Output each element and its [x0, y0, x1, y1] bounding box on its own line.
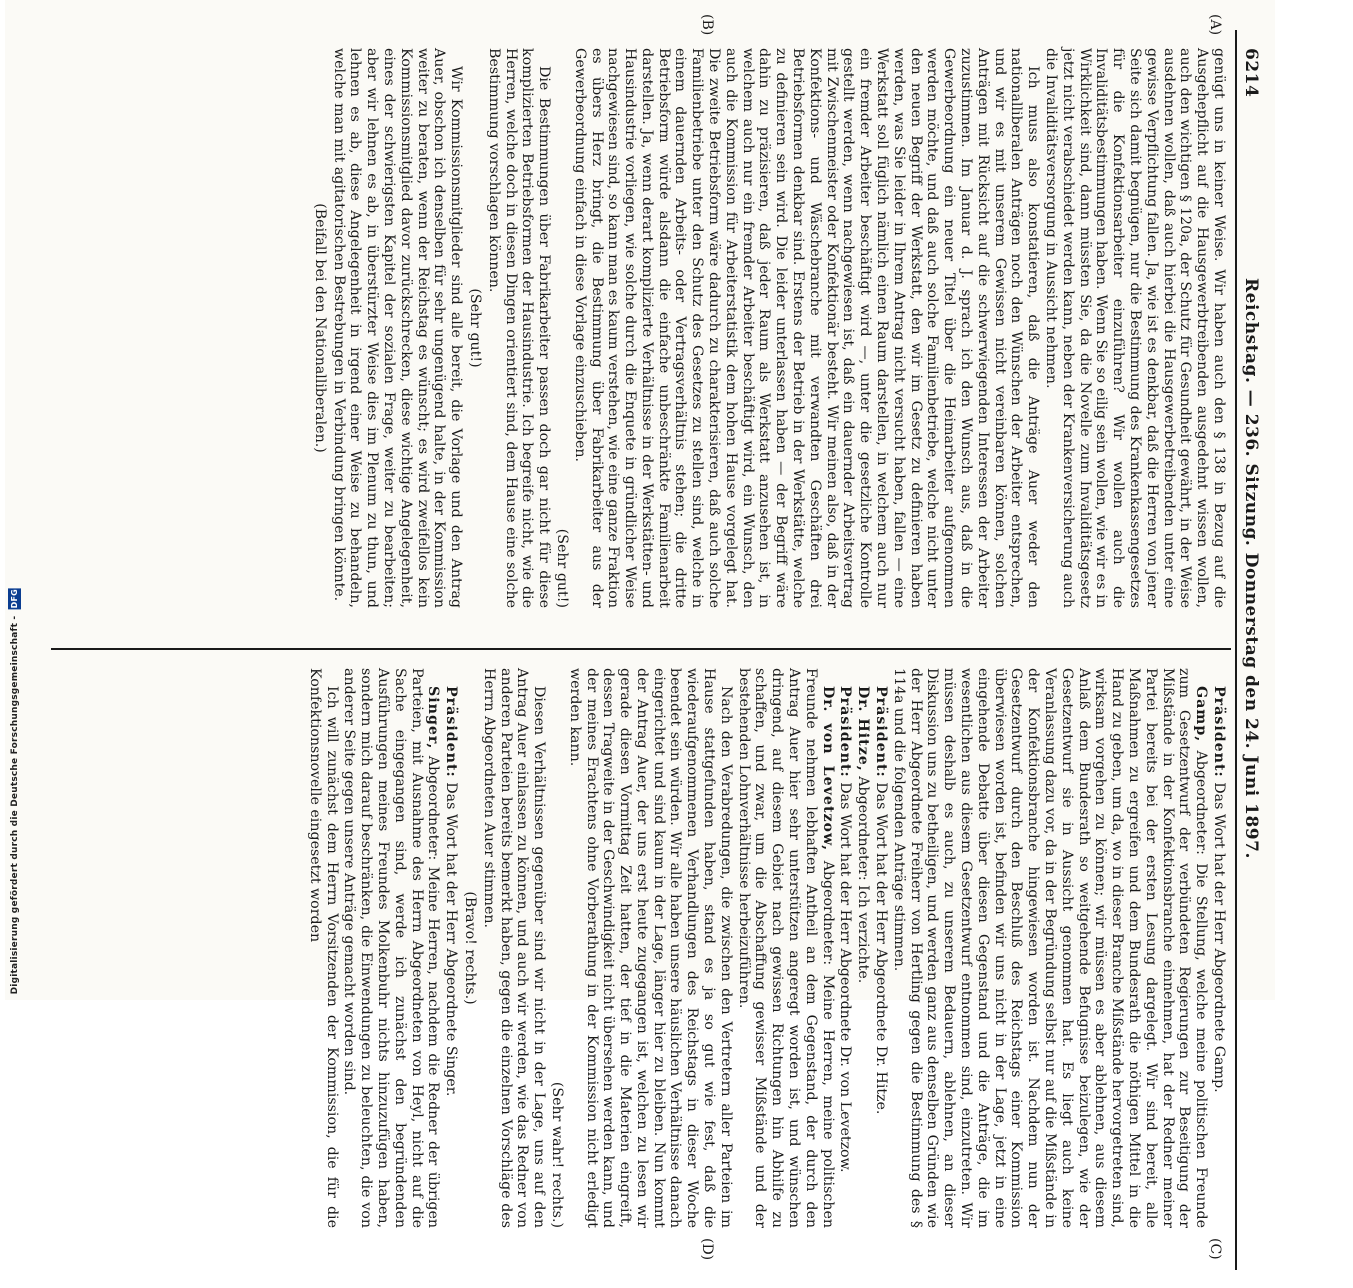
digitization-credit [8, 588, 21, 994]
right-paragraph [480, 668, 547, 1228]
right-paragraph [837, 668, 854, 1228]
speech-text: Nach den Verabredungen, die zwischen den Vertretern aller Parteien im Hause stattgefunden haben, stand es ja so gut wie fest, daß die wiederaufgenommenen Verhandlungen des Reichstags in dieser Woche beendet sein würden. Wir alle haben unsere häuslichen Verhältnisse danach eingerichtet und sind kaum in der Lage, länger hier zu bleiben. Nun kommt der Antrag Auer, der uns erst heute zugegangen ist, welchen zu lesen wir gerade diesen Vormittag Zeit hatten, der tief in die Materien eingreift, dessen Tragweite in der Geschwindigkeit nicht übersehen werden kann, und der meines Erachtens ohne Vorberathung in der Kommission nicht erledigt werden kann. [566, 668, 734, 1228]
speech-text: Abgeordneter: Die Stellung, welche meine politischen Freunde zum Gesetzentwurf der verbündeten Regierungen zur Beseitigung der Mißstände in der Konfektionsbranche einnehmen, hat der Redner meiner Partei bereits bei der ersten Lesung dargelegt. Wir sind bereit, alle Maßnahmen zu ergreifen und dem Bundesrath die nöthigen Mittel in die Hand zu geben, um da, wo in dieser Branche Mißstände hervorgetreten sind, wirksam vorgehen zu können; wir müssen es aber ablehnen, aus diesem Anlaß dem Bundesrath so weitgehende Befugnisse beizulegen, wie der Gesetzentwurf sie in Aussicht genommen hat. Es liegt auch keine Veranlassung dazu vor, da in der Begründung selbst nur auf die Mißstände in der Konfektionsbranche hingewiesen worden ist. Nachdem nun der Gesetzentwurf durch den Beschluß des Reichstags einer Kommission überwiesen worden ist, befinden wir uns nicht in der Lage, jetzt in eine eingehende Debatte über diesen Gegenstand und die Anträge, die im wesentlichen aus diesem Gesetzentwurf entnommen sind, einzutreten. Wir müssen deshalb es auch, zu unserem Bedauern, ablehnen, an dieser Diskussion uns zu betheiligen, und werden ganz aus denselben Gründen wie der Herr Abgeordnete Freiherr von Hertling gegen die Bestimmung des § 114a und die folgenden Anträge stimmen. [890, 668, 1210, 1228]
right-paragraph [890, 668, 1209, 1228]
header-rule [1235, 30, 1237, 1270]
speech-text: Das Wort hat der Herr Abgeordnete Dr. Hitze. [873, 777, 890, 1115]
running-title: Reichstag. — 236. Sitzung. Donnerstag den 24. Juni 1897. [1241, 278, 1261, 859]
column-separator [51, 648, 1231, 650]
speaker-name: Präsident: [443, 686, 460, 778]
dfg-logo: DFG [10, 588, 19, 608]
marker-c: (C) [1207, 1238, 1223, 1260]
left-paragraph: genügt uns in keiner Weise. Wir haben auch den § 138 in Bezug auf die Ausgehepflicht auf die Hausgewerbtreibenden ausgedehnt wissen wollen, auch den wichtigen § 120a, der Schutz für Gesundheit gewährt, in der Weise ausdehnen wollen, daß auch hierbei die Hausgewerbetreibenden unter eine gewisse Verpflichtung fallen. Ja, wie ist es denkbar, daß die Herren von jener Seite sich damit begnügen, nur die Bestimmung des Krankenkassengesetzes für die Konfektionsarbeiter einzuführen? Wir wollen auch die Invaliditätsbestimmungen haben. Wenn Sie so eilig sein wollen, wie wir es in Wirklichkeit sind, dann müssten Sie, da die Novelle zum Invaliditätsgesetz jetzt nicht verabschiedet werden kann, neben der Krankenversicherung auch die Invaliditätsversorgung in Aussicht nehmen. [1043, 48, 1227, 608]
speaker-name: Präsident: [873, 686, 890, 778]
right-paragraph [872, 668, 889, 1228]
speech-text: Abgeordneter: Meine Herren, meine politischen Freunde nehmen lebhaften Antheil an dem Gegenstand, der durch den Antrag Auer hier sehr unterstützen angeregt worden ist, und wünschen dringend, auf diesem Gebiet nach gewissen Richtungen hin Abhilfe zu schaffen, und zwar, um die Abschaffung gewisser Mißstände und der bestehenden Lohnverhältnisse herbeizuführen. [735, 668, 836, 1228]
right-paragraph [442, 668, 459, 1228]
page-header [1235, 48, 1265, 1288]
speaker-name: Dr. Hitze, [855, 686, 872, 772]
document-page [5, 0, 1275, 1261]
speech-text: (Sehr wahr! rechts.) [548, 1081, 565, 1228]
speaker-name: Präsident: [1211, 686, 1227, 778]
page-number: 6214 [1241, 48, 1261, 98]
speech-text: Abgeordneter: Ich verzichte. [855, 771, 872, 984]
right-paragraph [854, 668, 871, 1228]
speaker-name: Singer, [425, 686, 442, 750]
speech-text: Das Wort hat der Herr Abgeordnete Gamp. [1211, 777, 1227, 1093]
speech-text: (Bravo! rechts.) [461, 891, 478, 1005]
speaker-name: Präsident: [837, 686, 854, 778]
left-paragraph: (Sehr gut!) [553, 528, 570, 608]
left-column [309, 48, 1227, 608]
left-paragraph: (Beifall bei den Nationalliberalen.) [311, 203, 328, 453]
speech-text: Das Wort hat der Herr Abgeordnete Dr. von Levetzow. [837, 777, 854, 1173]
right-paragraph [306, 668, 340, 1228]
left-paragraph: Wir Kommissionsmitglieder sind alle bereit, die Vorlage und den Antrag Auer, obschon ich denselben für sehr ungenügend halte, in der Kommission weiter zu beraten, wenn der Reichstag es wünscht; es wird zweifellos kein Kommissionsmitglied davor zurückschrecken, diese wichtige Angelegenheit, eines der schwierigsten Kapitel der sozialen Frage, weiter zu bearbeiten; aber wir lehnen es ab, in überstürzter Weise dies im Plenum zu thun, und lehnen es ab, diese Angelegenheit in irgend einer Weise zu behandeln, welche man mit agitatorischen Bestrebungen in Verbindung bringen könnte. [330, 48, 465, 608]
left-paragraph: (Sehr gut!) [466, 288, 483, 368]
right-paragraph [548, 668, 565, 1228]
speech-text: Diesen Verhältnissen gegenüber sind wir nicht in der Lage, uns auf den Antrag Auer einlassen zu können, und auch wir werden, wie das Redner von anderen Parteien bereits bemerkt haben, gegen die einzelnen Vorschläge des Herrn Abgeordneten Auer stimmen. [480, 668, 548, 1228]
right-paragraph [566, 668, 734, 1228]
right-paragraph [1210, 668, 1227, 1228]
marker-a: (A) [1207, 14, 1223, 36]
right-paragraph [341, 668, 442, 1228]
right-paragraph [461, 668, 478, 1228]
marker-d: (D) [699, 1238, 715, 1261]
right-column [305, 668, 1227, 1228]
speaker-name: Gamp, [1193, 686, 1210, 743]
marker-b: (B) [699, 14, 715, 36]
speech-text: Das Wort hat der Herr Abgeordnete Singer. [443, 777, 460, 1097]
speech-text: Abgeordneter: Meine Herren, nachdem die Redner der übrigen Parteien, mit Ausnahme des Herrn Abgeordneten von Heyl, nicht auf die Sache eingegangen sind, werde ich zunächst den begründenden Ausführungen meines Freundes Molkenbuhr nichts hinzuzufügen haben, sondern mich darauf beschränken, die Einwendungen zu beleuchten, die von anderer Seite gegen unsere Anträge gemacht worden sind. [341, 668, 442, 1228]
speech-text: Ich will zunächst dem Herrn Vorsitzenden der Kommission, die für die Konfektionsnovelle eingesetzt worden [306, 668, 340, 1228]
left-paragraph: Die Bestimmungen über Fabrikarbeiter passen doch gar nicht für diese komplizierten Betriebsformen der Hausindustrie. Ich begreife nicht, wie die Herren, welche doch in diesen Dingen orientiert sind, dem Hause eine solche Bestimmung vorschlagen können. [485, 48, 553, 608]
left-paragraph: Ich muss also konstatieren, daß die Anträge Auer weder den nationalliberalen Anträgen noch den Wünschen der Arbeiter entsprechen, und wir es mit unserem Gewissen nicht vereinbaren können, solchen Anträgen mit Rücksicht auf die schwerwiegenden Interessen der Arbeiter zuzustimmen. Im Januar d. J. sprach ich den Wunsch aus, daß in die Gewerbeordnung ein neuer Titel über die Heimarbeiter aufgenommen werden möchte, und daß auch solche Familienbetriebe, welche nicht unter den neuen Begriff der Werkstatt, den wir im Gesetz zu definieren haben werden, was Sie leider in Ihrem Antrag nicht versucht haben, fallen — eine Werkstatt soll füglich nämlich einen Raum darstellen, in welchem auch nur ein fremder Arbeiter beschäftigt wird —, unter die gesetzliche Kontrolle gestellt werden, wenn nachgewiesen ist, daß ein dauernder Arbeitsvertrag mit Zwischenmeister oder Konfektionär besteht. Wir meinen also, daß in der Konfektions- und Wäschebranche mit verwandten Geschäften drei Betriebsformen denkbar sind. Erstens der Betrieb in der Werkstätte, welche zu definieren sein wird. Die leider unterlassen haben — der Begriff wäre dahin zu präzisieren, daß jeder Raum als Werkstatt anzusehen ist, in welchem auch nur ein fremder Arbeiter beschäftigt wird, ein Wunsch, den auch die Kommission für Arbeiterstatistik dem hohen Hause vorgelegt hat. Die zweite Betriebsform wäre dadurch zu charakterisieren, daß auch solche Familienbetriebe unter den Schutz des Gesetzes zu stellen sind, welche in einem dauernden Arbeits- oder Vertragsverhältnis stehen; die dritte Betriebsform würde alsdann die einfache unbeschränkte Familienarbeit darstellen. Ja, wenn derart komplizierte Verhältnisse in der Werkstätten- und Hausindustrie vorliegen, wie solche durch die Enquete in gründlicher Weise nachgewiesen sind, so kann man es kaum verstehen, wie eine ganze Fraktion es übers Herz bringt, die Bestimmung über Fabrikarbeiter aus der Gewerbeordnung einfach in diese Vorlage einzuschieben. [571, 48, 1042, 608]
speaker-name: Dr. von Levetzow, [819, 686, 836, 852]
right-paragraph [735, 668, 836, 1228]
credit-text: Digitalisierung gefördert durch die Deutsche Forschungsgemeinschaft - [10, 615, 20, 994]
